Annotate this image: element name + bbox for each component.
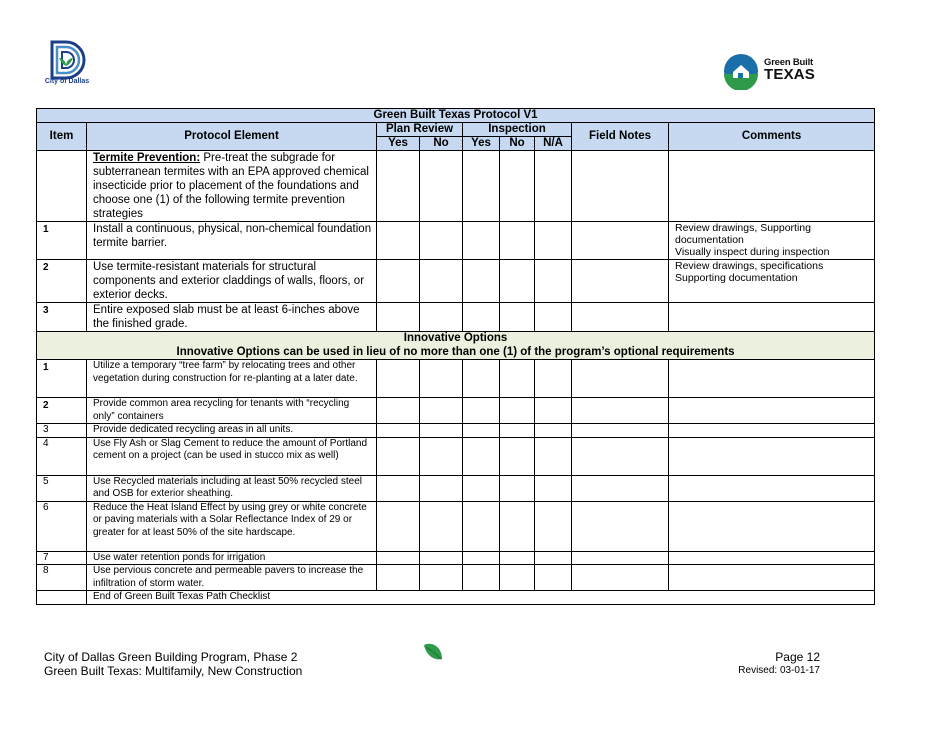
city-of-dallas-logo: [38, 40, 96, 90]
table-row: [37, 437, 875, 475]
row-comment: Review drawings, Supporting documentation Visually inspect during inspection: [669, 222, 875, 260]
row-num: 1: [37, 222, 87, 260]
sub-yes-plan: Yes: [377, 137, 420, 151]
sub-no-plan: No: [420, 137, 463, 151]
row-num: 3: [37, 303, 87, 332]
table-row: [37, 424, 875, 438]
row-text: Provide dedicated recycling areas in all units.: [87, 424, 377, 438]
green-built-text: Green Built: [764, 57, 814, 68]
row-text: Use termite-resistant materials for structural components and exterior claddings of walls, floors, or exterior decks.: [87, 260, 377, 303]
leaf-icon: [422, 641, 444, 663]
row-num: 5: [37, 475, 87, 501]
col-plan-review-header: Plan Review: [377, 123, 463, 137]
termite-title: Termite Prevention:: [93, 152, 201, 164]
table-row: [37, 303, 875, 332]
row-text: Use pervious concrete and permeable pavers to increase the infiltration of storm water.: [87, 565, 377, 591]
table-row: [37, 222, 875, 260]
col-element-header: Protocol Element: [87, 123, 377, 151]
row-num: 3: [37, 424, 87, 438]
row-text: Use Recycled materials including at least 50% recycled steel and OSB for exterior sheathing.: [87, 475, 377, 501]
row-num: 1: [37, 360, 87, 398]
texas-text: TEXAS: [764, 66, 816, 83]
green-built-texas-logo: [722, 52, 832, 90]
termite-text: Pre-treat the subgrade for subterranean termites with an EPA approved chemical insecticide prior to placement of the foundations and choose one (1) of the following termite prevention strategies: [93, 152, 369, 220]
row-text: Reduce the Heat Island Effect by using grey or white concrete or paving materials with a Solar Reflectance Index of 29 or greater for at least 50% of the site hardscape.: [87, 501, 377, 551]
revised-date: Revised: 03-01-17: [738, 665, 820, 676]
sub-yes-insp: Yes: [463, 137, 500, 151]
city-logo-label: City of Dallas: [44, 78, 90, 85]
col-item-header: Item: [37, 123, 87, 151]
table-row: [37, 475, 875, 501]
end-of-checklist: End of Green Built Texas Path Checklist: [87, 591, 875, 605]
innov-subtitle: Innovative Options can be used in lieu of no more than one (1) of the program’s optional requirements: [176, 345, 735, 358]
row-text: Entire exposed slab must be at least 6-inches above the finished grade.: [87, 303, 377, 332]
col-comments-header: Comments: [669, 123, 875, 151]
col-field-notes-header: Field Notes: [572, 123, 669, 151]
termite-prevention-cell: [87, 151, 377, 222]
row-comment: Review drawings, specifications Supporting documentation: [669, 260, 875, 303]
page-number: Page 12: [775, 650, 820, 664]
footer-program: City of Dallas Green Building Program, Phase 2: [44, 650, 298, 664]
table-row: [37, 565, 875, 591]
table-title: Green Built Texas Protocol V1: [37, 109, 875, 123]
innovative-options-header: [37, 332, 875, 360]
house-circle-icon: [722, 52, 762, 90]
row-num: 4: [37, 437, 87, 475]
row-num: 6: [37, 501, 87, 551]
sub-no-insp: No: [500, 137, 535, 151]
row-text: Utilize a temporary “tree farm” by relocating trees and other vegetation during construction for re-planting at a later date.: [87, 360, 377, 398]
table-row: [37, 501, 875, 551]
row-num: 8: [37, 565, 87, 591]
table-row: [37, 591, 875, 605]
table-row: [37, 398, 875, 424]
row-num: 7: [37, 551, 87, 565]
protocol-table: [36, 108, 875, 605]
footer-right: [738, 650, 820, 678]
row-num: 2: [37, 398, 87, 424]
footer-subtitle: Green Built Texas: Multifamily, New Construction: [44, 664, 303, 678]
row-text: Use Fly Ash or Slag Cement to reduce the amount of Portland cement on a project (can be used in stucco mix as well): [87, 437, 377, 475]
row-text: Use water retention ponds for irrigation: [87, 551, 377, 565]
table-row: [37, 360, 875, 398]
row-comment: [669, 303, 875, 332]
sub-na-insp: N/A: [535, 137, 572, 151]
dallas-d-icon: [38, 40, 96, 80]
col-inspection-header: Inspection: [463, 123, 572, 137]
row-num: 2: [37, 260, 87, 303]
row-text: Install a continuous, physical, non-chemical foundation termite barrier.: [87, 222, 377, 260]
table-row: [37, 151, 875, 222]
row-text: Provide common area recycling for tenants with “recycling only” containers: [87, 398, 377, 424]
innov-title: Innovative Options: [403, 332, 508, 344]
table-row: [37, 551, 875, 565]
table-row: [37, 260, 875, 303]
footer-left: [44, 650, 302, 678]
